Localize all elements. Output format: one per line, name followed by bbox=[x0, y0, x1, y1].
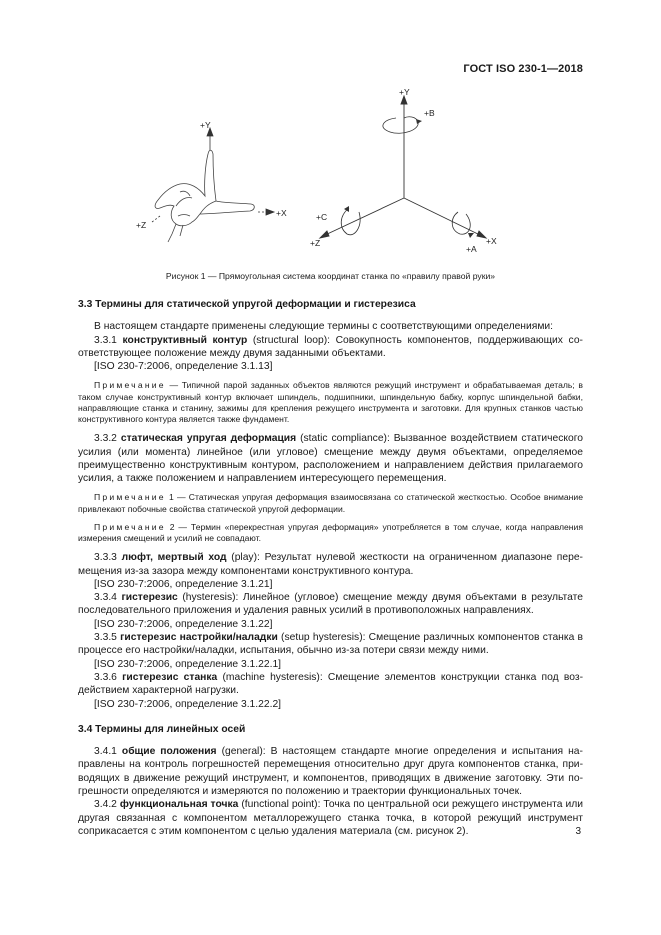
hand-y-label: +Y bbox=[200, 120, 211, 130]
note-3-3-2-1: Примечание 1 — Статическая упругая деформация взаимосвязана со статической жесткостью. Особое внимание привлекают побочные свойства статической упругой деформации. bbox=[78, 492, 583, 514]
reference-3-3-4: [ISO 230-7:2006, определение 3.1.22] bbox=[94, 618, 273, 630]
axis-c-label: +C bbox=[316, 212, 328, 222]
coordinate-system-illustration bbox=[120, 88, 530, 264]
term-3-3-1: 3.3.1 конструктивный контур (structural loop): Совокупность компонентов, поддерживающих соответствующее положение между двумя заданными объектами. bbox=[78, 334, 583, 359]
section-3-3-intro: В настоящем стандарте применены следующие термины с соответствующими определениями: bbox=[94, 321, 554, 333]
rotation-arrows bbox=[341, 117, 474, 238]
note-3-3-1: Примечание — Типичной парой заданных объектов являются режущий инструмент и обрабатываемая деталь; в таком случае конструктивный контур включает шпиндель, подшипники, шпиндельную бабку, корпус шпиндельной бабки, направляющие станка и станину, зажимы для крепления режущего инструмента и заготовки. Для крупных станков частью конструктивного контура является также фундамент. bbox=[78, 380, 583, 425]
term-3-3-6: 3.3.6 гистерезис станка (machine hysteresis): Смещение элементов конструкции станка под воздействием характерной нагрузки. bbox=[78, 671, 583, 697]
term-3-3-2: 3.3.2 статическая упругая деформация (static compliance): Вызванное воздействием статического усилия (или момента) линейное (или угловое) смещение между двумя объектами, определяемое преимущественно конструктивным контуром, расположением и направлением действия прилагаемого усилия, а также положением и направлением интересующего перемещения. bbox=[78, 433, 583, 485]
term-3-3-3: 3.3.3 люфт, мертвый ход (play): Результат нулевой жесткости на ограниченном диапазоне перемещения из-за зазора между компонентами конструктивного контура. bbox=[78, 552, 583, 577]
axis-z-label: +Z bbox=[310, 238, 321, 248]
axis-b-label: +B bbox=[424, 108, 435, 118]
document-header: ГОСТ ISO 230-1—2018 bbox=[463, 63, 583, 75]
term-3-4-1: 3.4.1 общие положения (general): В настоящем стандарте многие определения и испытания направлены на контроль погрешностей перемещения относительно друг друга компонентов станка, приводящих в движение режущий инструмент, и компонентов, приводящих в движение заготовку. Эти погрешности определяются и измеряются по положению и траектории функциональных точек. bbox=[78, 746, 583, 798]
section-3-3-heading: 3.3 Термины для статической упругой деформации и гистерезиса bbox=[78, 299, 416, 310]
axis-x-label: +X bbox=[486, 236, 497, 246]
hand-x-label: +X bbox=[276, 208, 287, 218]
reference-3-3-5: [ISO 230-7:2006, определение 3.1.22.1] bbox=[94, 658, 282, 670]
axis-y-label: +Y bbox=[399, 88, 410, 97]
reference-3-3-1: [ISO 230-7:2006, определение 3.1.13] bbox=[94, 361, 273, 373]
hand-axis-arrows bbox=[152, 128, 274, 222]
term-3-4-2: 3.4.2 функциональная точка (functional point): Точка по центральной оси режущего инструмента или другая связанная с компонентом металлорежущего станка точка, в которой режущий инструмент соприкасается с этим компонентом с целью удаления материала (см. рисунок 2). bbox=[78, 799, 583, 837]
figure-caption: Рисунок 1 — Прямоугольная система координат станка по «правилу правой руки» bbox=[165, 271, 496, 281]
section-3-4-heading: 3.4 Термины для линейных осей bbox=[78, 723, 246, 735]
reference-3-3-6: [ISO 230-7:2006, определение 3.1.22.2] bbox=[94, 698, 282, 710]
term-3-3-4: 3.3.4 гистерезис (hysteresis): Линейное (угловое) смещение между двумя объектами в результате последовательного приложения и удаления равных усилий в противоположных направлениях. bbox=[78, 592, 583, 617]
note-3-3-2-2: Примечание 2 — Термин «перекрестная упругая деформация» употребляется в том случае, когда направления измерения смещений и усилий не совпадают. bbox=[78, 521, 583, 544]
document-body bbox=[78, 298, 583, 838]
reference-3-3-3: [ISO 230-7:2006, определение 3.1.21] bbox=[94, 578, 273, 590]
term-3-3-5: 3.3.5 гистерезис настройки/наладки (setup hysteresis): Смещение различных компонентов станка в процессе его настройки/наладки, испытания, обычно из-за потери связи между ними. bbox=[78, 632, 583, 657]
axis-a-label: +A bbox=[466, 244, 477, 254]
figure-1 bbox=[120, 88, 530, 264]
coordinate-axes bbox=[320, 96, 486, 238]
page-number: 3 bbox=[575, 826, 581, 837]
right-hand-rule-illustration bbox=[155, 150, 254, 242]
hand-z-label: +Z bbox=[136, 220, 147, 230]
